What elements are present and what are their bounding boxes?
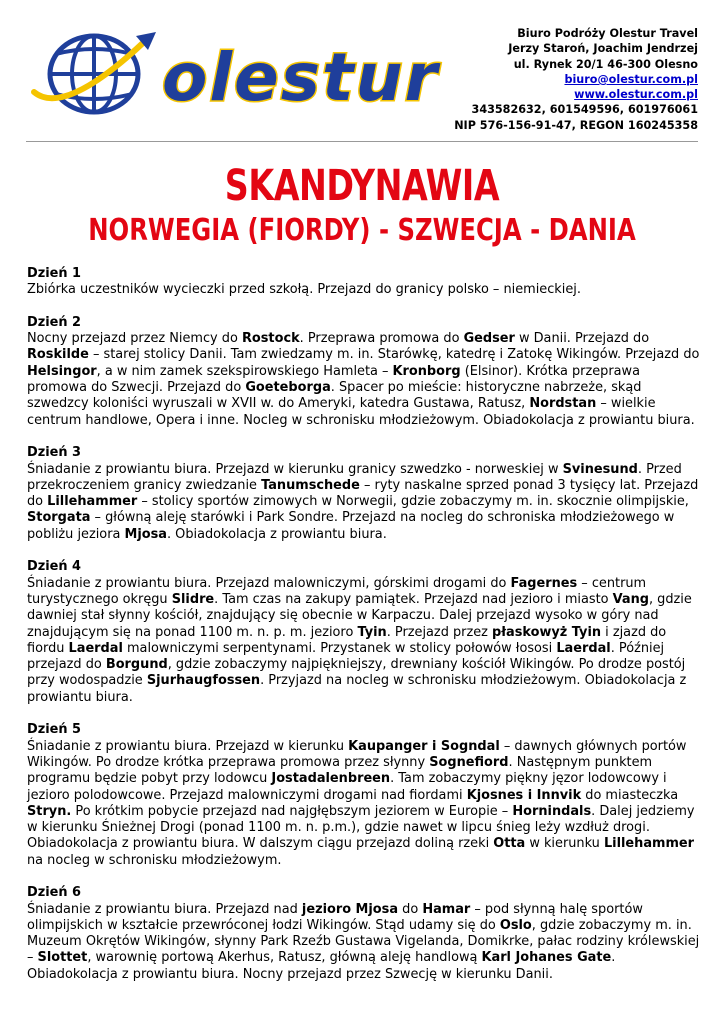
place-name: Kaupanger i Sogndal	[348, 738, 500, 754]
text-segment: w kierunku	[525, 836, 604, 852]
day-section	[27, 315, 703, 429]
place-name: Gedser	[463, 331, 515, 347]
day-heading: Dzień 6	[27, 885, 81, 901]
place-name: Sjurhaugfossen	[146, 673, 261, 689]
place-name: Hornindals	[512, 803, 592, 819]
text-segment: . Dalej jedziemy w kierunku Śnieżnej Drogi (ponad 1100 m. n. p.m.), gdzie nawet w lipcu śnieg leży wzdłuż drogi. Obiadokolacja z prowiantu biura. W dalszym ciągu przejazd doliną rzeki	[27, 803, 695, 852]
day-description	[27, 462, 703, 543]
website-link[interactable]: www.olestur.com.pl	[574, 88, 698, 102]
place-name: Storgata	[27, 510, 91, 526]
day-description	[27, 576, 703, 706]
place-name: Fagernes	[510, 575, 578, 591]
text-segment: w Danii. Przejazd do	[514, 331, 650, 347]
day-description	[27, 331, 703, 429]
page-subtitle: NORWEGIA (FIORDY) - SZWECJA - DANIA	[88, 213, 636, 248]
place-name: Nordstan	[529, 396, 597, 412]
owners: Jerzy Staroń, Joachim Jendrzej	[508, 42, 698, 56]
day-heading: Dzień 4	[27, 559, 81, 575]
place-name: Goeteborga	[245, 380, 331, 396]
itinerary	[27, 266, 703, 999]
text-segment: – pod słynną halę sportów olimpijskich w kształcie przewróconej łodzi Wikingów. Stąd udamy się do	[27, 901, 643, 933]
place-name: Laerdal	[556, 640, 611, 656]
text-segment: , gdzie dawniej stał słynny kościół, znajdujący się obecnie w Karpaczu. Dalej przejazd wysoko w góry nad znajdującym się na ponad 1100 m. n. p. m. jezioro	[27, 591, 692, 640]
text-segment: . Następnym punktem programu będzie pobyt przy lodowcu	[27, 754, 653, 787]
day-section	[27, 445, 703, 543]
text-segment: Śniadanie z prowiantu biura. Przejazd w kierunku	[27, 738, 349, 754]
day-section	[27, 559, 703, 706]
place-name: Roskilde	[27, 347, 89, 363]
text-segment: . Przeprawa promowa do	[299, 331, 464, 347]
globe-icon	[34, 32, 156, 112]
text-segment: Śniadanie z prowiantu biura. Przejazd nad	[27, 901, 302, 917]
day-description	[27, 739, 703, 869]
text-segment: , gdzie zobaczymy m. in. Muzeum Okrętów Wikingów, słynny Park Rzeźb Gustawa Vigelanda, Domikrke, pałac rodziny królewskiej –	[27, 917, 700, 966]
place-name: jezioro Mjosa	[301, 901, 399, 917]
phones: 343582632, 601549596, 601976061	[471, 103, 698, 117]
email-link[interactable]: biuro@olestur.com.pl	[564, 72, 698, 86]
text-segment: . Przyjazd na nocleg w schronisku młodzieżowym. Obiadokolacja z prowiantu biura.	[27, 673, 687, 705]
text-segment: . Spacer po mieście: historyczne nabrzeże, skąd szwedzcy koloniści wyruszali w XVII w. do Ameryki, katedra Gustawa, Ratusz,	[27, 380, 642, 412]
day-description	[27, 282, 703, 298]
text-segment: . Później przejazd do	[27, 640, 665, 673]
text-segment: – centrum turystycznego okręgu	[27, 575, 647, 607]
text-segment: – główną aleję starówki i Park Sondre. Przejazd na nocleg do schroniska młodzieżowego w pobliżu jeziora	[27, 510, 675, 542]
place-name: Helsingor	[27, 363, 97, 379]
place-name: Sognefiord	[429, 754, 509, 770]
place-name: Lillehammer	[47, 494, 138, 510]
place-name: Tyin	[357, 624, 387, 640]
nip-regon: NIP 576-156-91-47, REGON 160245358	[454, 118, 698, 132]
text-segment: – stolicy sportów zimowych w Norwegii, gdzie zobaczymy m. in. skocznie olimpijskie,	[137, 494, 689, 510]
place-name: Jostadalenbreen	[271, 771, 391, 787]
text-segment: do	[398, 901, 423, 917]
text-segment: – starej stolicy Danii. Tam zwiedzamy m. in. Starówkę, katedrę i Zatokę Wikingów. Przejazd do	[88, 347, 700, 363]
place-name: Svinesund	[562, 461, 638, 477]
text-segment: – ryty naskalne sprzed ponad 3 tysięcy lat. Przejazd do	[27, 477, 699, 510]
text-segment: na nocleg w schronisku młodzieżowym.	[27, 852, 282, 868]
place-name: Stryn.	[27, 803, 72, 819]
page-title: SKANDYNAWIA	[224, 161, 500, 211]
text-segment: – dawnych głównych portów Wikingów. Po drodze krótka przeprawa promowa przez słynny	[27, 738, 687, 770]
text-segment: . Przejazd przez	[386, 624, 493, 640]
day-section	[27, 722, 703, 869]
text-segment: . Przed przekroczeniem granicy zwiedzanie	[27, 461, 682, 493]
day-section	[27, 266, 703, 299]
place-name: Vang	[612, 591, 649, 607]
text-segment: Śniadanie z prowiantu biura. Przejazd w kierunku granicy szwedzko - norweskiej w	[27, 461, 563, 477]
place-name: Laerdal	[68, 640, 123, 656]
text-segment: . Tam zobaczymy piękny jęzor lodowcowy i jezioro polodowcowe. Przejazd malowniczymi drogami nad fiordami	[27, 771, 667, 803]
text-segment: malowniczymi serpentynami. Przystanek w stolicy połowów łososi	[122, 640, 557, 656]
text-segment: . Obiadokolacja z prowiantu biura. Nocny przejazd przez Szwecję w kierunku Danii.	[27, 950, 616, 982]
text-segment: . Obiadokolacja z prowiantu biura.	[166, 526, 387, 542]
text-segment: , a w nim zamek szekspirowskiego Hamleta –	[96, 363, 393, 379]
day-description	[27, 902, 703, 983]
place-name: Slidre	[171, 591, 215, 607]
day-heading: Dzień 5	[27, 722, 81, 738]
contact-block	[454, 26, 698, 133]
header-divider	[26, 141, 698, 142]
place-name: Karl Johanes Gate	[481, 950, 612, 966]
day-section	[27, 885, 703, 983]
title-block	[0, 160, 724, 249]
place-name: Mjosa	[124, 526, 167, 542]
place-name: Kjosnes i Innvik	[466, 787, 582, 803]
day-heading: Dzień 2	[27, 314, 81, 330]
company-name: Biuro Podróży Olestur Travel	[517, 27, 698, 40]
text-segment: Po krótkim pobycie przejazd nad najgłębszym jeziorem w Europie –	[71, 803, 513, 819]
text-segment: , warownię portową Akerhus, Ratusz, główną aleję handlową	[87, 950, 482, 966]
place-name: Kronborg	[392, 363, 461, 379]
text-segment: i zjazd do fiordu	[27, 624, 667, 656]
olestur-logo	[24, 22, 464, 122]
place-name: Tanumschede	[261, 477, 360, 493]
place-name: Rostock	[241, 331, 300, 347]
day-heading: Dzień 1	[27, 266, 81, 281]
address: ul. Rynek 20/1 46-300 Olesno	[513, 57, 698, 71]
place-name: Slottet	[37, 950, 88, 966]
place-name: Otta	[493, 836, 526, 852]
logo-wordmark: olestur	[162, 39, 440, 116]
text-segment: Nocny przejazd przez Niemcy do	[27, 331, 242, 347]
text-segment: – wielkie centrum handlowe, Opera i inne. Nocleg w schronisku młodzieżowym. Obiadokolacja z prowiantu biura.	[27, 396, 695, 428]
day-heading: Dzień 3	[27, 445, 81, 461]
place-name: Lillehammer	[603, 836, 694, 852]
place-name: Borgund	[105, 657, 168, 673]
text-segment: . Tam czas na zakupy pamiątek. Przejazd nad jezioro i miasto	[214, 591, 613, 607]
place-name: płaskowyż Tyin	[492, 624, 602, 640]
place-name: Hamar	[422, 901, 471, 917]
text-segment: (Elsinor). Krótka przeprawa promowa do Szwecji. Przejazd do	[27, 363, 640, 396]
text-segment: Śniadanie z prowiantu biura. Przejazd malowniczymi, górskimi drogami do	[27, 575, 511, 591]
text-segment: , gdzie zobaczymy najpiękniejszy, drewniany kościół Wikingów. Po drodze postój przy wodospadzie	[27, 657, 686, 689]
place-name: Oslo	[499, 917, 532, 933]
text-segment: do miasteczka	[581, 787, 679, 803]
text-segment: Zbiórka uczestników wycieczki przed szkołą. Przejazd do granicy polsko – niemieckiej.	[27, 282, 581, 298]
